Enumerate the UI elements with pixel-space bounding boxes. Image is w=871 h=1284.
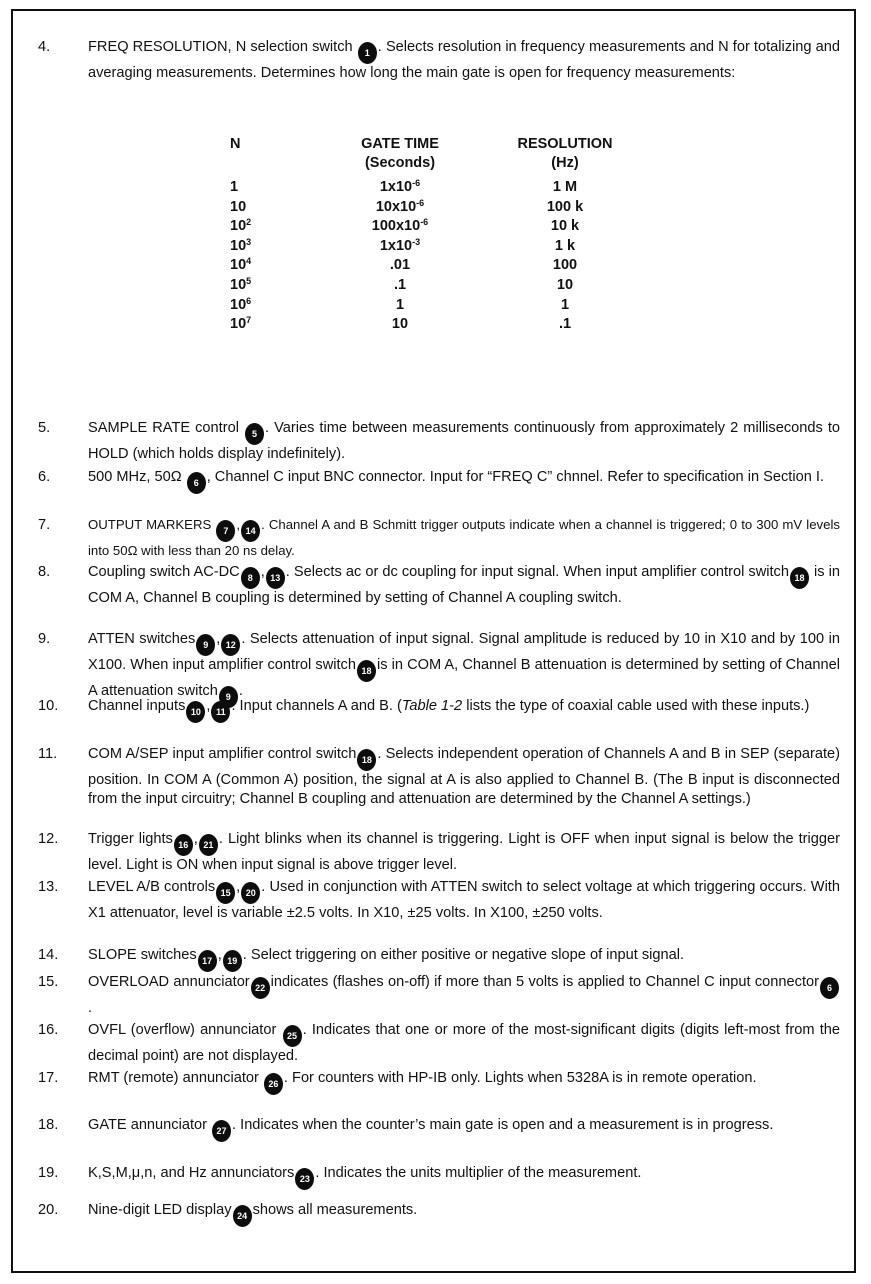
- callout-marker-icon: 15: [216, 882, 235, 904]
- callout-marker-icon: 24: [233, 1205, 252, 1227]
- item-number: 15.: [38, 974, 59, 990]
- item-text: OUTPUT MARKERS 7 , 14 . Channel A and B Schmitt trigger outputs indicate when a channel is triggered; 0 to 300 mV levels into 50Ω with less than 20 ns delay.: [88, 517, 840, 558]
- callout-marker-icon: 12: [221, 634, 240, 656]
- table-row: $10^6$ 1 1: [230, 295, 570, 313]
- item-number: 4.: [38, 39, 51, 55]
- callout-marker-icon: 6: [820, 977, 839, 999]
- callout-marker-icon: 22: [251, 977, 270, 999]
- callout-marker-icon: 20: [241, 882, 260, 904]
- item-number: 5.: [38, 420, 51, 436]
- item-text: COM A/SEP input amplifier control switch 18 . Selects independent operation of Channels A and B in SEP (separate) position. In COM A (Common A) position, the signal at A is also applied to Channel B. (The B input is disconnected from the input circuitry; Channel B coupling and attenuation are determined by the Channel A settings.): [88, 746, 840, 807]
- callout-marker-icon: 9: [219, 686, 238, 708]
- callout-marker-icon: 25: [283, 1025, 302, 1047]
- item-text: Nine-digit LED display 24 shows all measurements.: [88, 1201, 840, 1227]
- item-number: 9.: [38, 631, 51, 647]
- item-number: 16.: [38, 1022, 59, 1038]
- callout-marker-icon: 1: [358, 42, 377, 64]
- callout-marker-icon: 21: [199, 834, 218, 856]
- item-number: 13.: [38, 879, 59, 895]
- table-row: $10^3$ $1x10^{-3}$ 1 k: [230, 236, 576, 254]
- table-row: $10^4$ .01 100: [230, 256, 578, 274]
- item-text: RMT (remote) annunciator 26 . For counters with HP-IB only. Lights when 5328A is in remote operation.: [88, 1069, 840, 1095]
- callout-marker-icon: 5: [245, 423, 264, 445]
- callout-marker-icon: 6: [187, 472, 206, 494]
- callout-marker-icon: 18: [357, 749, 376, 771]
- callout-marker-icon: 26: [264, 1073, 283, 1095]
- item-number: 11.: [38, 746, 58, 762]
- callout-marker-icon: 27: [212, 1120, 231, 1142]
- callout-marker-icon: 7: [216, 520, 235, 542]
- item-number: 8.: [38, 564, 51, 580]
- callout-marker-icon: 17: [198, 950, 217, 972]
- item-text: 500 MHz, 50Ω 6 , Channel C input BNC connector. Input for “FREQ C” chnnel. Refer to specification in Section I.: [88, 468, 840, 494]
- callout-marker-icon: 9: [196, 634, 215, 656]
- item-number: 14.: [38, 947, 59, 963]
- callout-marker-icon: 8: [241, 567, 260, 589]
- callout-marker-icon: 14: [241, 520, 260, 542]
- callout-marker-icon: 13: [266, 567, 285, 589]
- item-text: GATE annunciator 27 . Indicates when the counter’s main gate is open and a measurement is in progress.: [88, 1116, 840, 1142]
- item-text: LEVEL A/B controls 15 , 20 . Used in conjunction with ATTEN switch to select voltage at which triggering occurs. With X1 attenuator, level is variable ±2.5 volts. In X10, ±25 volts. In X100, ±250 volts.: [88, 879, 840, 921]
- header-n: N: [230, 136, 241, 152]
- header-gate-time: GATE TIME (Seconds): [361, 136, 439, 171]
- item-text: SAMPLE RATE control 5 . Varies time between measurements continuously from approximately 2 milliseconds to HOLD (which holds display indefinitely).: [88, 420, 840, 462]
- item-number: 12.: [38, 831, 59, 847]
- item-number: 17.: [38, 1070, 59, 1086]
- callout-marker-icon: 10: [186, 701, 205, 723]
- item-number: 18.: [38, 1117, 59, 1133]
- table-row: 1 $1x10^{-6}$ 1 M: [230, 178, 578, 195]
- item-text: Trigger lights 16 , 21 . Light blinks when its channel is triggering. Light is OFF when input signal is below the trigger level. Light is ON when input signal is above trigger level.: [88, 831, 840, 873]
- callout-marker-icon: 16: [174, 834, 193, 856]
- table-row: 10 $10x10^{-6}$ 100 k: [230, 197, 584, 215]
- table-reference: Table 1-2: [401, 698, 463, 714]
- item-text: OVFL (overflow) annunciator 25 . Indicates that one or more of the most-significant digits (digits left-most from the decimal point) are not displayed.: [88, 1022, 840, 1064]
- item-text: ATTEN switches 9 , 12 . Selects attenuation of input signal. Signal amplitude is reduced by 10 in X10 and by 100 in X100. When input amplifier control switch 18 is in COM A, Channel B attenuation is determined by setting of Channel A attenuation switch 9 .: [88, 630, 840, 708]
- item-text: FREQ RESOLUTION, N selection switch 1 . Selects resolution in frequency measurements and N for totalizing and averaging measurements. Determines how long the main gate is open for frequency measurements:: [88, 39, 840, 81]
- item-number: 10.: [38, 698, 59, 714]
- item-number: 20.: [38, 1202, 59, 1218]
- table-row: $10^5$ .1 10: [230, 275, 574, 293]
- table-row: $10^7$ 10 .1: [230, 315, 572, 333]
- item-text: OVERLOAD annunciator 22 indicates (flashes on-off) if more than 5 volts is applied to Channel C input connector 6.: [88, 973, 840, 1018]
- item-text: Channel inputs 10 , 11 . Input channels A and B. (Table 1-2 lists the type of coaxial cable used with these inputs.): [88, 697, 840, 723]
- item-number: 19.: [38, 1165, 59, 1181]
- callout-marker-icon: 18: [790, 567, 809, 589]
- item-text: K,S,M,μ,n, and Hz annunciators 23 . Indicates the units multiplier of the measurement.: [88, 1164, 840, 1190]
- table-row: $10^2$ $100x10^{-6}$ 10 k: [230, 217, 580, 235]
- callout-marker-icon: 11: [211, 701, 230, 723]
- header-resolution: RESOLUTION (Hz): [517, 136, 613, 171]
- callout-marker-icon: 19: [223, 950, 242, 972]
- item-text: Coupling switch AC-DC 8 , 13 . Selects ac or dc coupling for input signal. When input amplifier control switch 18 is in COM A, Channel B coupling is determined by setting of Channel A coupling switch.: [88, 564, 840, 606]
- table-header: [200, 135, 660, 175]
- item-number: 7.: [38, 517, 51, 533]
- item-number: 6.: [38, 469, 51, 485]
- item-text: SLOPE switches 17 , 19 . Select triggering on either positive or negative slope of input signal.: [88, 946, 840, 972]
- gate-time-table: [200, 135, 660, 336]
- callout-marker-icon: 23: [295, 1168, 314, 1190]
- callout-marker-icon: 18: [357, 660, 376, 682]
